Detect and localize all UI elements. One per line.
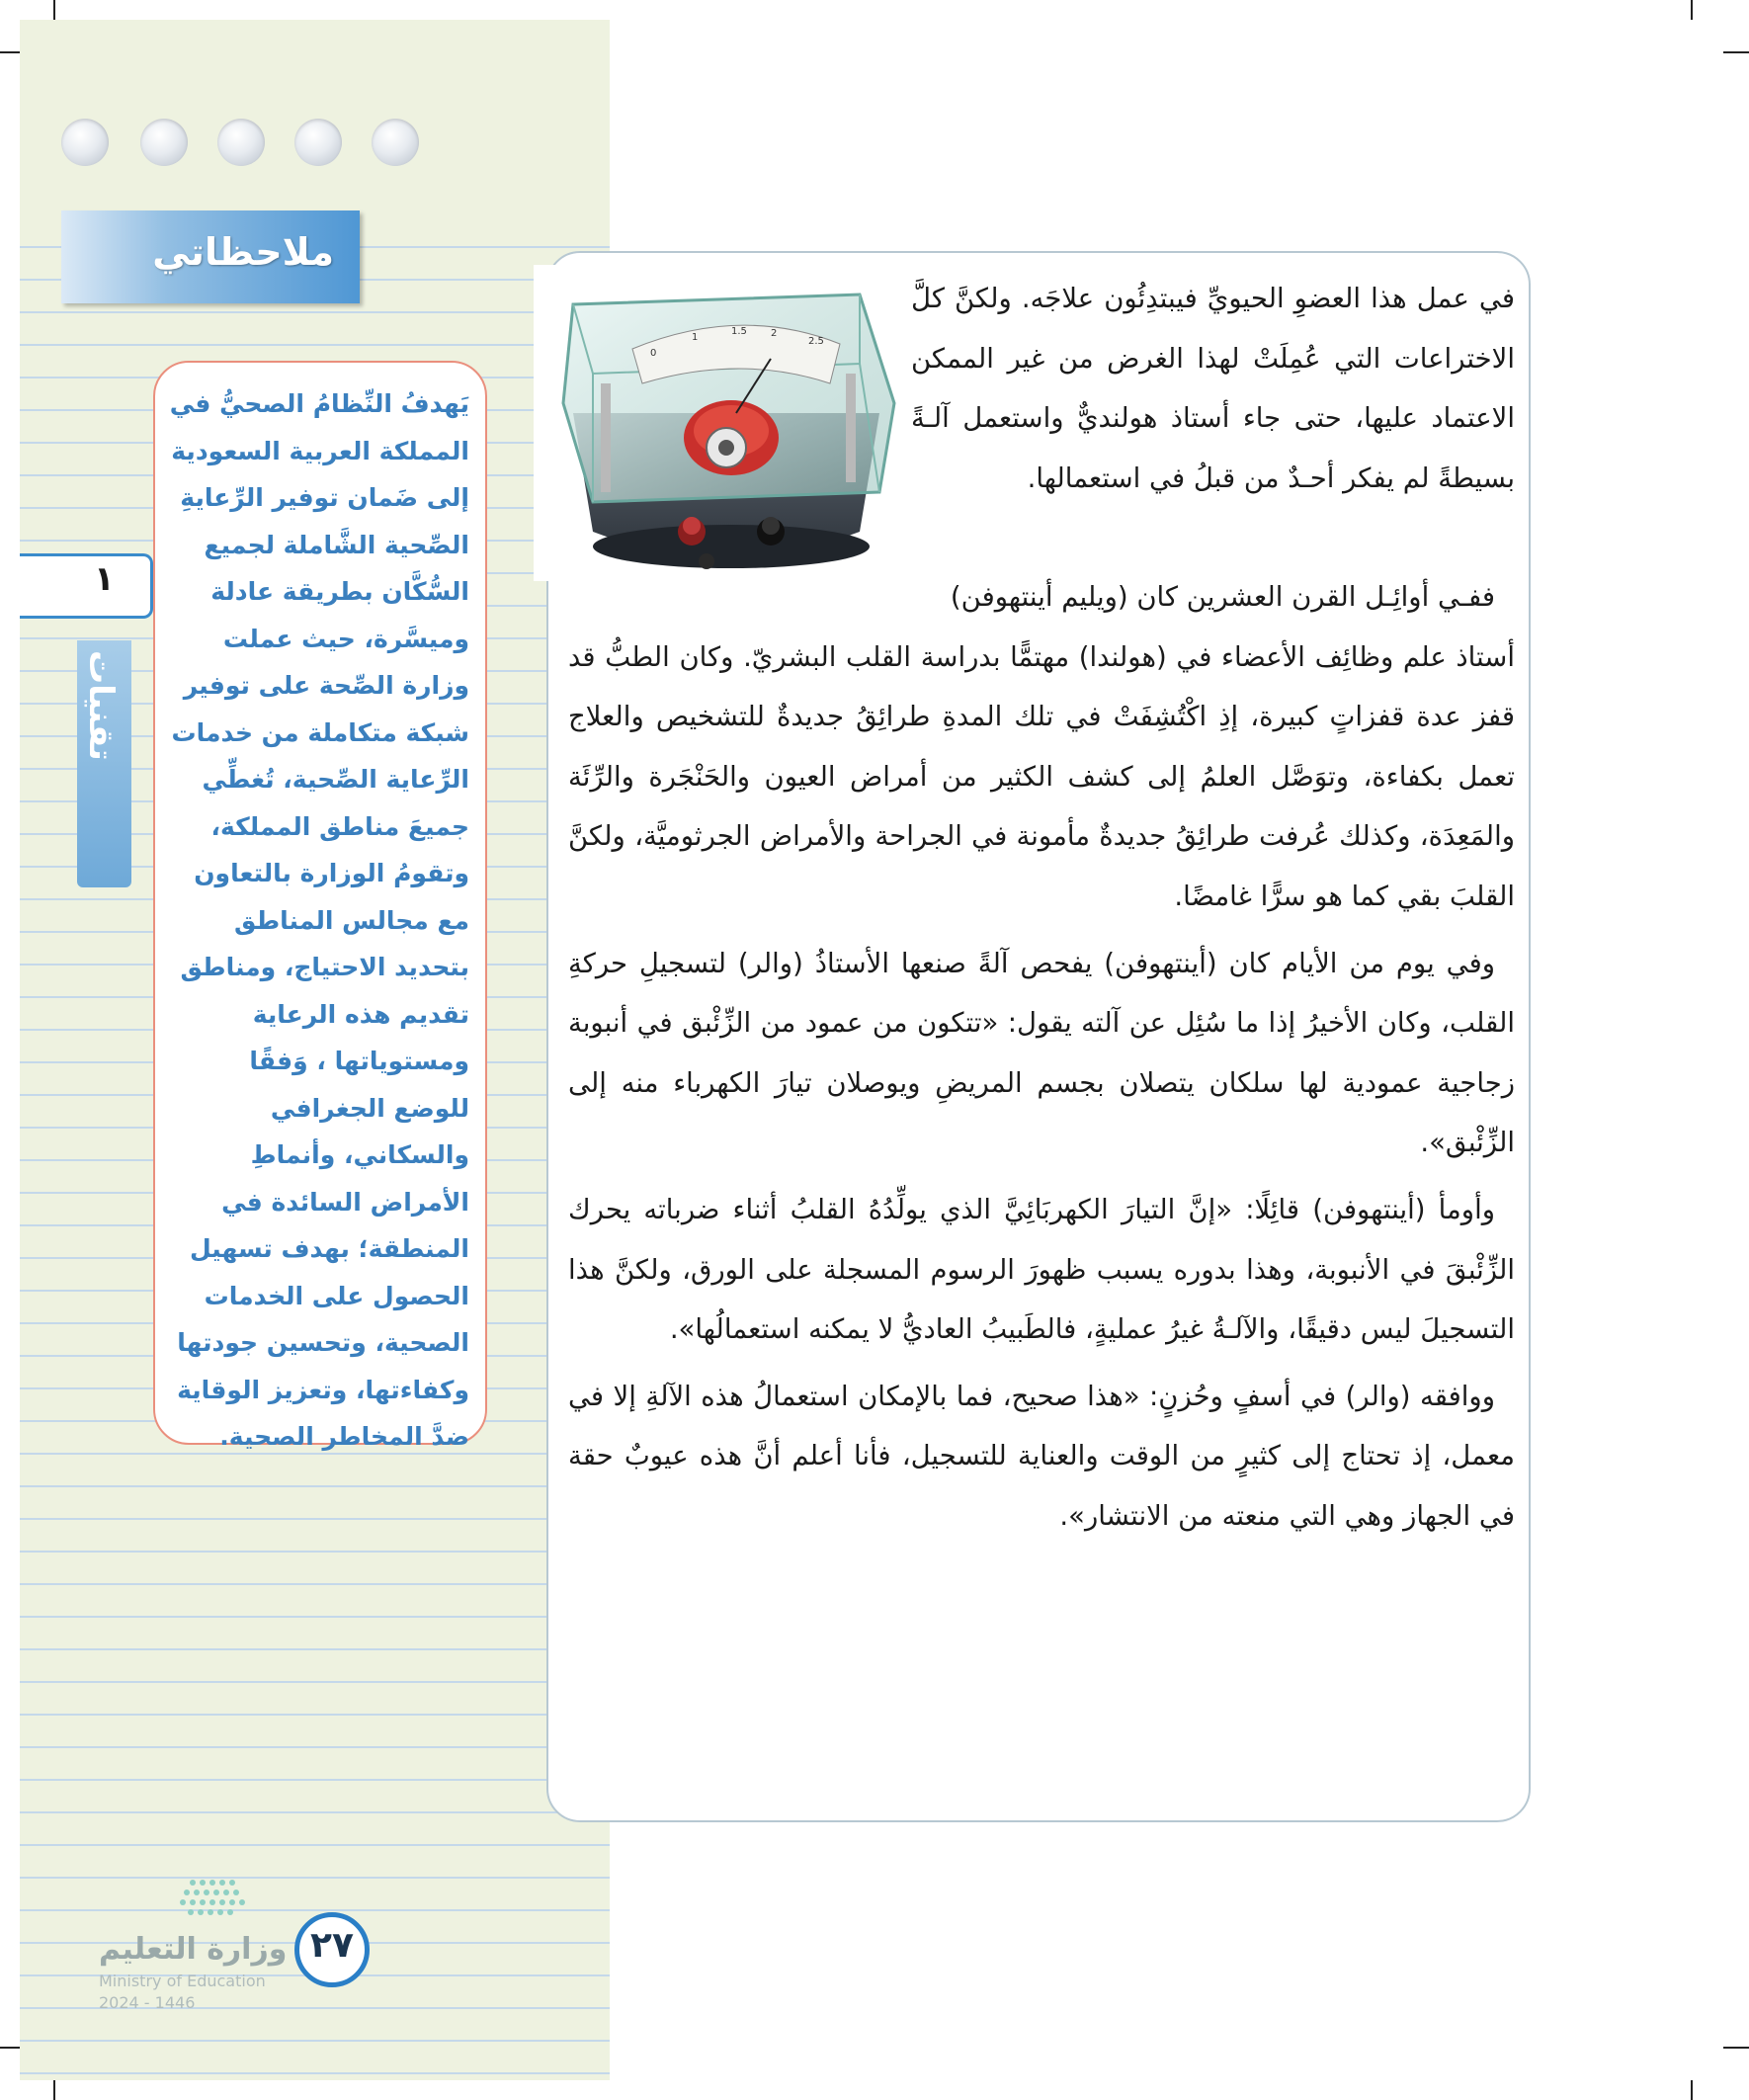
galvanometer-photo <box>534 265 917 581</box>
binder-hole <box>294 119 342 166</box>
scale-label: 1 <box>692 332 699 343</box>
crop-mark <box>1723 51 1749 53</box>
ministry-logo <box>94 1932 292 2051</box>
ministry-dots-icon <box>173 1873 282 1932</box>
intro-paragraph: في عمل هذا العضوِ الحيويِّ فيبتدِئُون علاجَه. ولكنَّ كلَّ الاختراعات التي عُمِلَتْ لهذا الغرض من غير الممكن الاعتماد عليها، حتى جاء أستاذ هولنديٌّ واستعمل آلـةً بسيطةً لم يفكر أحـدٌ من قبلُ في استعمالها. <box>911 283 1515 494</box>
paragraph-text: وفي يوم من الأيام كان (أينتهوفن) يفحص آلةً صنعها الأستاذُ (والر) لتسجيلِ حركةِ القلب، وكان الأخيرُ إذا ما سُئِل عن آلته يقول: «تتكون من عمود من الزِّئْبق في أنبوبة زجاجية عمودية لها سلكان يتصلان بجسم المريضِ ويوصلان تيارَ الكهرباء منه إلى الزِّئْبق». <box>568 947 1515 1159</box>
side-tab-label: تقنيات <box>81 650 121 761</box>
crop-mark <box>53 0 55 20</box>
scale-label: 1.5 <box>731 326 747 337</box>
paragraph <box>568 934 1515 1173</box>
binder-hole <box>140 119 188 166</box>
chapter-tab <box>20 553 153 619</box>
binder-hole <box>217 119 265 166</box>
paragraph <box>568 1367 1515 1547</box>
scale-label: 0 <box>650 348 657 359</box>
edition-year: 2024 - 1446 <box>99 1993 196 2012</box>
article-body <box>568 567 1515 1554</box>
page-number: ٢٧ <box>310 1925 354 1966</box>
scale-label: 2.5 <box>808 336 824 347</box>
paragraph <box>568 567 1515 927</box>
crop-mark <box>1691 0 1693 20</box>
paragraph-opening-line: ففـي أوائِـل القرن العشرين كان (ويليم أينتهوفن) <box>950 581 1495 613</box>
paragraph-text: ووافقه (والر) في أسفٍ وحُزنٍ: «هذا صحيح، فما بالإمكان استعمالُ هذه الآلةِ إلا في معمل، إذ تحتاج إلى كثيرٍ من الوقت والعناية للتسجيل، فأنا أعلم أنَّ هذه عيوبٌ حقة في الجهاز وهي التي منعته من الانتشار». <box>568 1380 1515 1532</box>
paragraph-continuation: أستاذ علم وظائِف الأعضاء في (هولندا) مهتمًّا بدراسة القلب البشريّ. وكان الطبُّ قد قفز عدة قفزاتٍ كبيرة، إذِ اكْتُشِفَتْ في تلك المدةِ طرائِقُ جديدةٌ للتشخيص والعلاج تعمل بكفاءة، وتوَصَّل العلمُ إلى كشف الكثير من أمراض العيون والحَنْجَرة والرِّئَة والمَعِدَة، وكذلك عُرفت طرائِقُ جديدةٌ مأمونة في الجراحة والأمراض الجرثوميَّة، ولكنَّ القلبَ بقي كما هو سرًّا غامضًا. <box>568 640 1515 912</box>
paragraph <box>568 1180 1515 1360</box>
info-box <box>153 361 487 1451</box>
binder-hole <box>372 119 419 166</box>
notes-header <box>61 210 360 303</box>
section-side-tab <box>77 640 131 887</box>
binder-holes <box>20 20 610 217</box>
scale-label: 2 <box>771 328 778 339</box>
ministry-name-ar: وزارة التعليم <box>99 1932 288 1967</box>
notes-title: ملاحظاتي <box>152 230 334 274</box>
binder-hole <box>61 119 109 166</box>
ministry-name-en: Ministry of Education <box>99 1972 266 1990</box>
crop-mark <box>1691 2080 1693 2100</box>
page-number-badge <box>294 1912 370 1987</box>
chapter-number: ١ <box>94 559 115 599</box>
crop-mark <box>1723 2047 1749 2049</box>
paragraph-text: وأومأ (أينتهوفن) قائِلًا: «إنَّ التيارَ الكهربَائِيَّ الذي يولِّدُهُ القلبُ أثناء ضرباته يحرك الزِّئْبقَ في الأنبوبة، وهذا بدوره يسبب ظهورَ الرسوم المسجلة على الورق، ولكنَّ هذا التسجيلَ ليس دقيقًا، والآلـةُ غيرُ عمليةٍ، فالطَبيبُ العاديُّ لا يمكنه استعمالُها». <box>568 1193 1515 1346</box>
crop-mark <box>53 2080 55 2100</box>
info-text: يَهدفُ النِّظامُ الصحيُّ في المملكة العربية السعودية إلى ضَمان توفير الرِّعايةِ الصِّحية الشَّاملة لجميع السُّكَّان بطريقة عادلة وميسَّرة، حيث عملت وزارة الصِّحة على توفير شبكة متكاملة من خدمات الرِّعاية الصِّحية، تُغطِّي جميعَ مناطق المملكة، وتقومُ الوزارة بالتعاون مع مجالس المناطق بتحديد الاحتياج، ومناطق تقديم هذه الرعاية ومستوياتها ، وَفقًا للوضع الجغرافي والسكاني، وأنماطِ الأمراض السائدة في المنطقة؛ بهدف تسهيل الحصول على الخدمات الصحية، وتحسين جودتها وكفاءتها، وتعزيز الوقاية ضدَّ المخاطر الصحية. <box>169 389 469 1451</box>
